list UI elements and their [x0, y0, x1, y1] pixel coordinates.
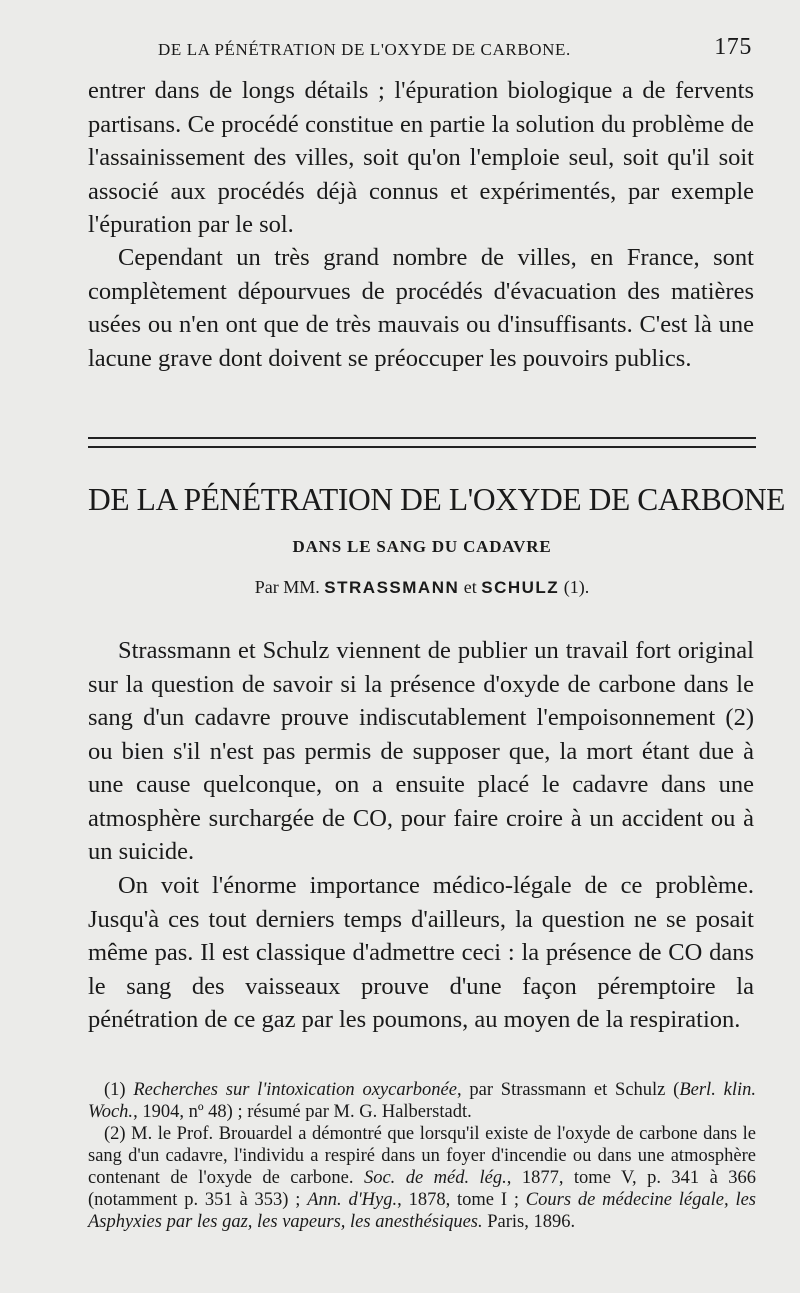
footnote-mark: (1) — [104, 1080, 126, 1100]
footnote-cited-title: Ann. d'Hyg. — [307, 1190, 398, 1210]
byline-prefix: Par MM. — [254, 577, 320, 597]
footnote-text: , par Strassmann et Schulz ( — [456, 1080, 680, 1100]
section-divider-top — [88, 437, 756, 439]
page-number: 175 — [714, 34, 752, 60]
footnote-2 — [88, 1123, 756, 1233]
article-title: DE LA PÉNÉTRATION DE L'OXYDE DE CARBONE — [88, 482, 786, 517]
byline-conjunction: et — [463, 577, 477, 597]
article-paragraph: Strassmann et Schulz viennent de publier un travail fort original sur la question de savoir si la présence d'oxyde de carbone dans le sang d'un cadavre prouve indiscutablement l'empoisonnement (2) ou bien s'il n'est pas permis de supposer que, la mort étant due à une cause quelconque, on a ensuite placé le cadavre dans une atmosphère surchargée de CO, pour faire croire à un accident ou à un suicide. — [88, 637, 754, 865]
previous-article-paragraph: entrer dans de longs détails ; l'épuration biologique a de fervents partisans. Ce procédé constitue en partie la solution du problème de l'assainissement des villes, soit qu'on l'emploie seul, soit qu'il soit associé aux procédés déjà connus et expérimentés, par exemple l'épuration par le sol. — [88, 77, 754, 238]
footnote-text: M. le Prof. Brouardel a démontré que lorsqu'il existe de l'oxyde de carbone dans le sang d'un cadavre, l'individu a respiré dans un foyer d'incendie ou dans une atmosphère contenant de l'oxyde de carbone. — [88, 1124, 756, 1188]
author-name: SCHULZ — [481, 578, 560, 597]
footnotes — [88, 1079, 756, 1233]
section-divider-bottom — [88, 446, 756, 448]
footnote-1 — [88, 1079, 756, 1123]
footnote-text: , 1878, tome I ; — [397, 1190, 526, 1210]
footnote-cited-title: Soc. de méd. lég. — [363, 1168, 507, 1188]
article-byline — [88, 577, 756, 598]
footnote-journal: Berl. klin. Woch. — [88, 1080, 756, 1122]
article-paragraph: On voit l'énorme importance médico-légale de ce problème. Jusqu'à ces tout derniers temps d'ailleurs, la question ne se posait même pas. Il est classique d'admettre ceci : la présence de CO dans le sang des vaisseaux prouve d'une façon péremptoire la pénétration de ce gaz par les poumons, au moyen de la respiration. — [88, 872, 754, 1033]
footnote-text: Paris, 1896. — [482, 1212, 576, 1232]
running-head-title: DE LA PÉNÉTRATION DE L'OXYDE DE CARBONE. — [158, 40, 571, 59]
footnote-cited-title: Recherches sur l'intoxication oxycarbonée — [133, 1080, 457, 1100]
previous-article-closing-paragraph: Cependant un très grand nombre de villes, en France, sont complètement dépourvues de procédés d'évacuation des matières usées ou n'en ont que de très mauvais ou d'insuffisants. C'est là une lacune grave dont doivent se préoccuper les pouvoirs publics. — [88, 244, 754, 372]
author-name: STRASSMANN — [324, 578, 460, 597]
running-head — [158, 34, 752, 62]
footnote-reference: (1). — [563, 577, 590, 597]
footnote-text: , 1877, tome V, p. 341 à 366 (notamment p. 351 à 353) ; — [88, 1168, 756, 1210]
footnote-mark: (2) — [104, 1124, 126, 1144]
article-subtitle: DANS LE SANG DU CADAVRE — [292, 537, 552, 556]
footnote-text: , 1904, nº 48) ; résumé par M. G. Halberstadt. — [133, 1102, 472, 1122]
footnote-cited-title: Cours de médecine légale, les Asphyxies par les gaz, les vapeurs, les anesthésiques. — [88, 1190, 756, 1232]
